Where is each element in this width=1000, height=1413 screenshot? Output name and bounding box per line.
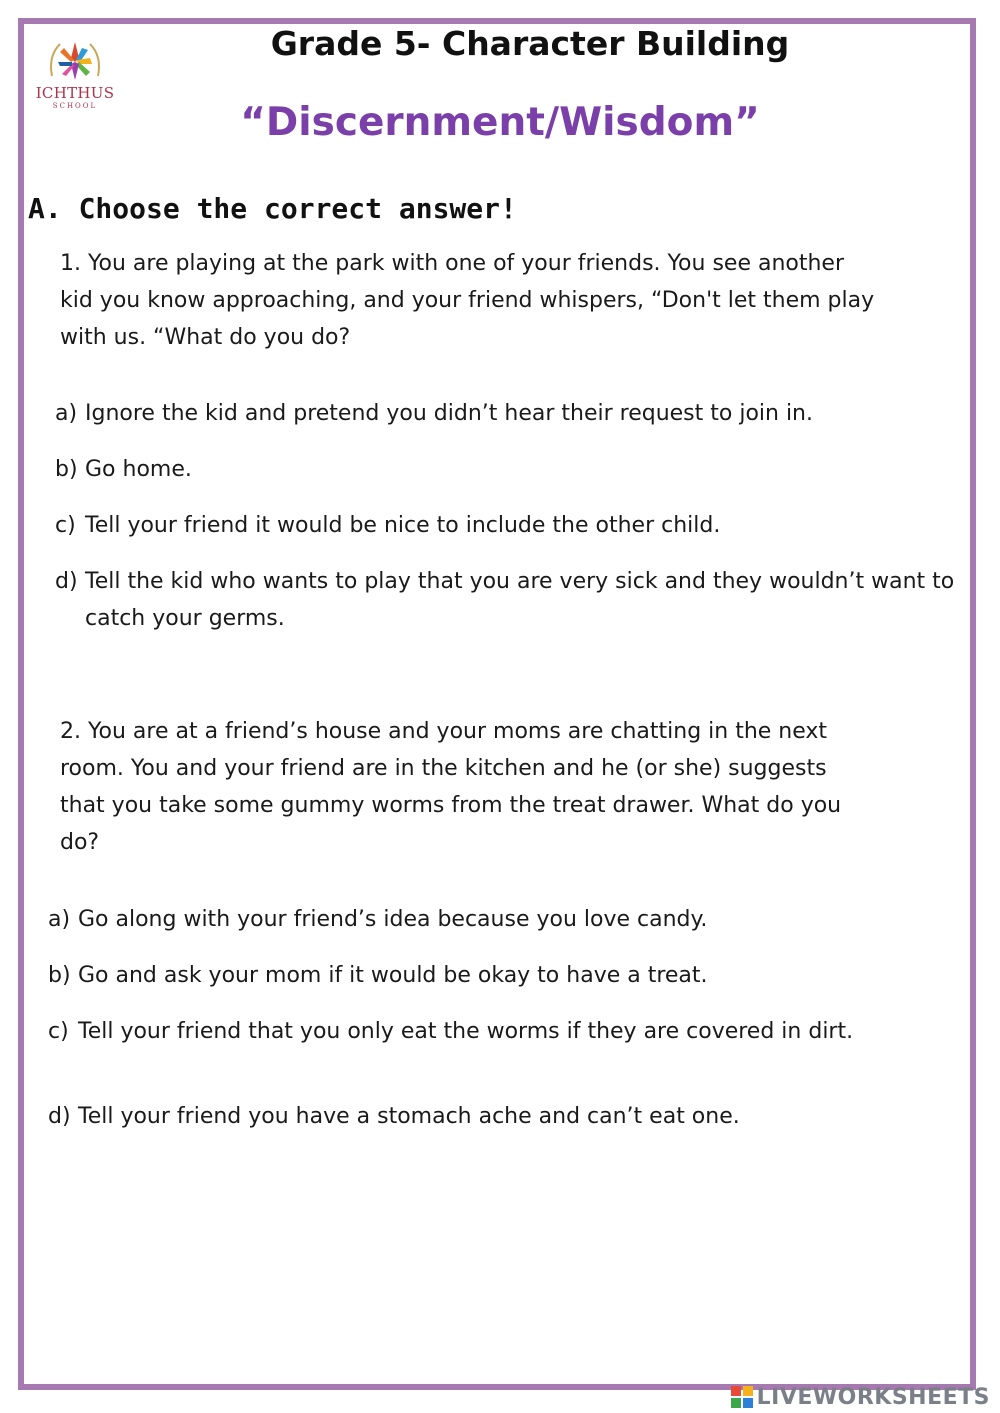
option-letter: d) [48, 1104, 71, 1129]
option-text: Tell your friend it would be nice to include the other child. [85, 513, 721, 538]
liveworksheets-logo [731, 1385, 990, 1409]
question-1 [60, 245, 970, 356]
section-heading: A. Choose the correct answer! [28, 192, 517, 225]
page-subtitle: “Discernment/Wisdom” [240, 100, 760, 145]
answer-option-q2-c[interactable] [48, 1013, 928, 1050]
logo-text: ICHTHUS [35, 84, 115, 102]
option-letter: c) [55, 513, 76, 538]
option-letter: b) [48, 963, 71, 988]
option-letter: a) [55, 401, 78, 426]
answer-option-q2-d[interactable] [48, 1098, 948, 1135]
question-line: that you take some gummy worms from the treat drawer. What do you [60, 793, 842, 818]
question-line: do? [60, 830, 100, 855]
option-letter: a) [48, 907, 71, 932]
option-text: Go along with your friend’s idea because you love candy. [78, 907, 708, 932]
question-line: 2. You are at a friend’s house and your moms are chatting in the next [60, 719, 828, 744]
option-text: Tell your friend that you only eat the worms if they are covered in dirt. [78, 1019, 854, 1044]
answer-option-q2-b[interactable] [48, 957, 948, 994]
logo-subtext: SCHOOL [52, 102, 98, 110]
question-line: kid you know approaching, and your friend whispers, “Don't let them play [60, 288, 875, 313]
liveworksheets-icon [731, 1386, 753, 1408]
option-text: Tell your friend you have a stomach ache and can’t eat one. [78, 1104, 740, 1129]
school-emblem-icon [30, 36, 120, 86]
answer-option-q1-d[interactable] [55, 563, 967, 637]
answer-option-q1-a[interactable] [55, 395, 955, 432]
option-text: Ignore the kid and pretend you didn’t hear their request to join in. [85, 401, 813, 426]
answer-option-q1-c[interactable] [55, 507, 955, 544]
question-line: room. You and your friend are in the kitchen and he (or she) suggests [60, 756, 827, 781]
option-letter: b) [55, 457, 78, 482]
question-line: with us. “What do you do? [60, 325, 351, 350]
option-letter: d) [55, 569, 78, 594]
option-text: Go home. [85, 457, 192, 482]
option-text: Go and ask your mom if it would be okay to have a treat. [78, 963, 708, 988]
option-text: Tell the kid who wants to play that you are very sick and they wouldn’t want to catch your germs. [85, 569, 955, 631]
question-2 [60, 713, 970, 861]
school-logo [30, 36, 120, 116]
question-line: 1. You are playing at the park with one of your friends. You see another [60, 251, 845, 276]
option-letter: c) [48, 1019, 69, 1044]
answer-option-q1-b[interactable] [55, 451, 955, 488]
answer-option-q2-a[interactable] [48, 901, 948, 938]
liveworksheets-brand: LIVEWORKSHEETS [756, 1384, 990, 1410]
page-title: Grade 5- Character Building [270, 24, 790, 63]
